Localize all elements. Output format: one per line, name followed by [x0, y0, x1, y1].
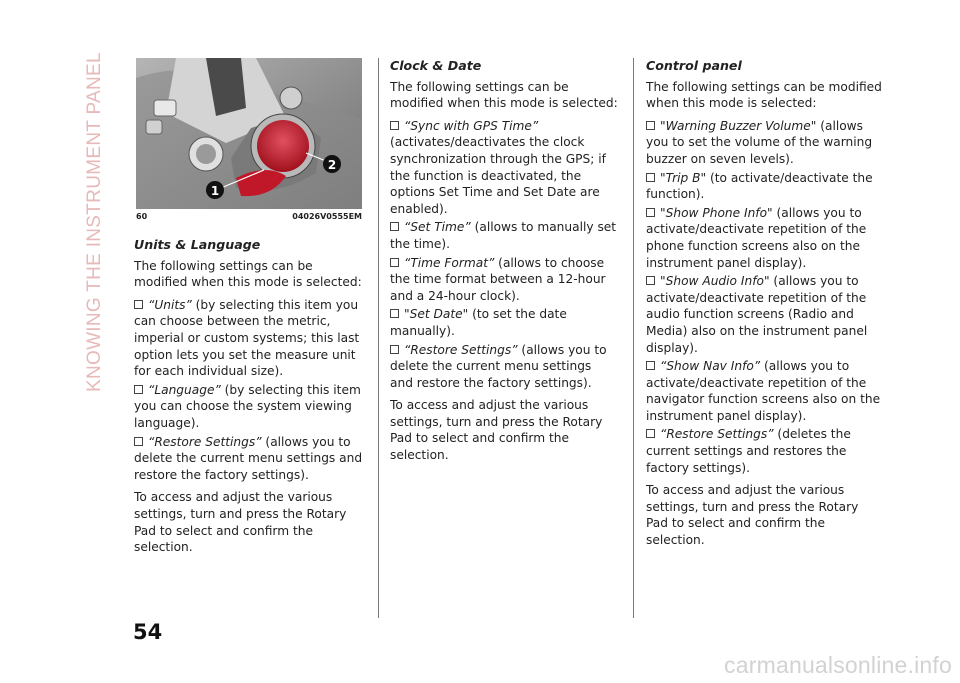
bullet-box-icon	[134, 437, 143, 446]
list-item	[390, 219, 618, 252]
bullet-box-icon	[134, 300, 143, 309]
list-item	[646, 170, 882, 203]
list-item	[646, 118, 882, 168]
list-item	[134, 297, 366, 380]
item-name: “Sync with GPS Time”	[404, 118, 539, 133]
column-divider-1	[378, 58, 379, 618]
bullet-box-icon	[134, 385, 143, 394]
item-name: "Show Phone Info"	[660, 205, 773, 220]
item-name: “Restore Settings”	[404, 342, 518, 357]
item-name: “Restore Settings”	[660, 427, 774, 442]
intro-text: The following settings can be modified when this mode is selected:	[646, 79, 882, 111]
item-name: "Trip B"	[660, 170, 707, 185]
bullet-box-icon	[646, 361, 655, 370]
item-description: (allows you to set the volume of the warning buzzer on seven levels).	[646, 118, 873, 166]
callout-1-label: 1	[210, 184, 220, 198]
item-name: “Show Nav Info”	[660, 359, 761, 374]
rotary-pad	[257, 120, 309, 172]
item-name: “Set Time”	[404, 220, 471, 235]
site-watermark: carmanualsonline.info	[724, 652, 952, 678]
item-name: "Warning Buzzer Volume"	[660, 118, 817, 133]
list-item	[134, 434, 366, 484]
callout-2-label: 2	[327, 158, 337, 172]
item-description: (activates/deactivates the clock synchronization through the GPS; if the function is deactivated, the options Set Time and Set Date are enabled).	[390, 135, 606, 216]
rotary-pad-figure	[136, 58, 362, 209]
list-item	[390, 118, 618, 218]
rotary-pad-illustration	[136, 58, 362, 209]
small-knob	[280, 87, 302, 109]
heading-clock-date: Clock & Date	[390, 58, 482, 73]
item-name: “Time Format”	[404, 255, 495, 270]
item-description: (deletes the current settings and restores the factory settings).	[646, 427, 851, 475]
item-description: (allows you to activate/deactivate repetition of the navigator function screens also on the instrument panel display).	[646, 359, 881, 423]
heading-units-language: Units & Language	[134, 237, 261, 252]
bullet-box-icon	[646, 208, 655, 217]
outro-text: To access and adjust the various settings, turn and press the Rotary Pad to select and confirm the selection.	[646, 483, 859, 548]
bullet-box-icon	[390, 345, 399, 354]
outro-text: To access and adjust the various settings, turn and press the Rotary Pad to select and confirm the selection.	[390, 398, 603, 463]
item-description: (to set the date manually).	[390, 307, 567, 338]
item-description: (allows you to delete the current menu settings and restore the factory settings).	[390, 342, 607, 390]
list-item	[646, 358, 882, 424]
column-control-panel	[646, 58, 882, 555]
list-item	[646, 426, 882, 476]
park-button	[154, 100, 176, 116]
list-item	[390, 342, 618, 392]
list-item	[390, 255, 618, 305]
heading-control-panel: Control panel	[646, 58, 742, 73]
column-clock-date	[390, 58, 618, 470]
item-description: (allows to manually set the time).	[390, 220, 617, 251]
list-item	[390, 306, 618, 339]
page-number: 54	[133, 620, 163, 644]
item-description: (by selecting this item you can choose the system viewing language).	[134, 382, 361, 430]
list-item	[134, 382, 366, 432]
list-item	[646, 273, 882, 356]
bullet-box-icon	[646, 173, 655, 182]
item-name: "Show Audio Info"	[660, 274, 770, 289]
item-description: (allows you to activate/deactivate repetition of the phone function screens also on the instrument panel display).	[646, 205, 867, 270]
figure-code: 04026V0555EM	[292, 212, 362, 221]
item-description: (to activate/deactivate the function).	[646, 170, 873, 202]
column-units-language	[134, 237, 366, 562]
item-name: “Restore Settings”	[148, 434, 262, 449]
list-item	[646, 205, 882, 271]
column-divider-2	[633, 58, 634, 618]
item-description: (allows you to activate/deactivate repetition of the audio function screens (Radio and Media) also on the instrument panel display).	[646, 274, 868, 355]
item-name: "Set Date"	[404, 307, 469, 322]
outro-text: To access and adjust the various settings, turn and press the Rotary Pad to select and confirm the selection.	[134, 490, 347, 555]
section-title-vertical: KNOWING THE INSTRUMENT PANEL	[84, 52, 105, 392]
intro-text: The following settings can be modified when this mode is selected:	[390, 79, 618, 111]
item-name: “Language”	[148, 382, 221, 397]
bullet-box-icon	[390, 121, 399, 130]
bullet-box-icon	[390, 309, 399, 318]
item-description: (by selecting this item you can choose between the metric, imperial or custom systems; this last option lets you set the measure unit for each individual size).	[134, 297, 360, 379]
item-description: (allows you to delete the current menu settings and restore the factory settings).	[134, 434, 363, 482]
item-description: (allows to choose the time format between a 12-hour and a 24-hour clock).	[390, 255, 606, 303]
bullet-box-icon	[646, 276, 655, 285]
bullet-box-icon	[646, 429, 655, 438]
item-name: “Units”	[148, 297, 192, 312]
figure-number: 60	[136, 212, 148, 221]
bullet-box-icon	[390, 258, 399, 267]
bullet-box-icon	[390, 222, 399, 231]
bullet-box-icon	[646, 121, 655, 130]
intro-text: The following settings can be modified when this mode is selected:	[134, 258, 362, 290]
